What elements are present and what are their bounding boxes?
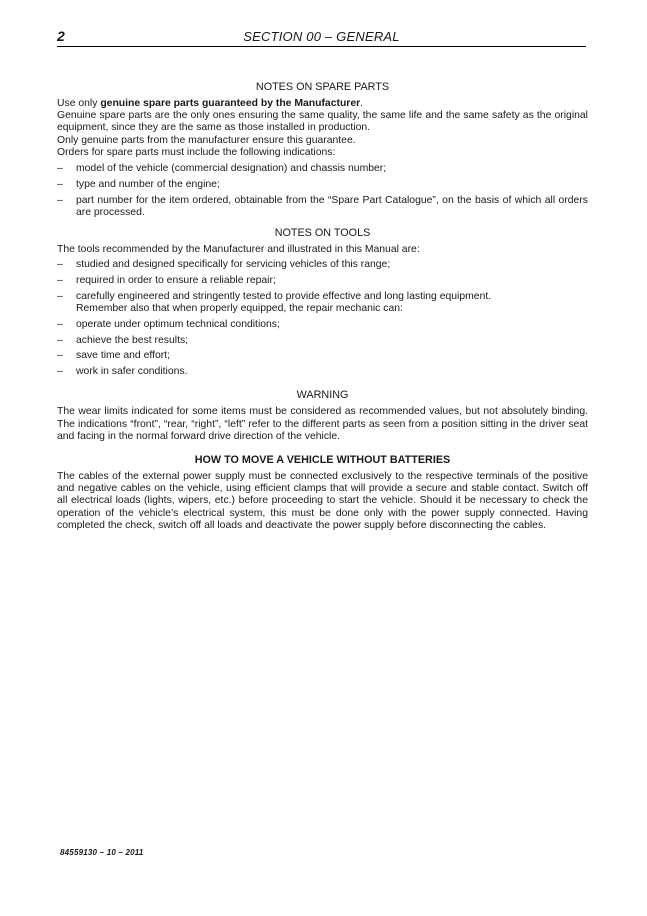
bullet-dash: – [57,178,63,190]
list-item [57,335,588,347]
tools-intro: The tools recommended by the Manufacturer and illustrated in this Manual are: [57,244,420,256]
bullet-dash: – [57,318,63,330]
list-item-text: carefully engineered and stringently tested to provide effective and long lasting equipment. [76,290,492,302]
list-item [57,291,588,315]
page-body [57,81,588,540]
spare-parts-heading: NOTES ON SPARE PARTS [255,81,390,93]
spare-parts-paragraph: Only genuine parts from the manufacturer ensure this guarantee. [57,134,356,146]
spare-parts-intro [57,98,588,110]
spare-parts-paragraph: Genuine spare parts are the only ones ensuring the same quality, the same life and the same safety as the original equipment, since they are the same as those installed in production. [57,110,588,134]
section-title: SECTION 00 – GENERAL [243,29,400,44]
list-item-text: achieve the best results; [76,334,189,346]
bullet-dash: – [57,366,63,378]
list-item [57,163,588,175]
warning-heading: WARNING [296,389,349,402]
page-header [57,28,586,48]
intro-prefix: Use only [57,98,101,109]
list-item [57,195,588,219]
section-batteries [57,454,588,532]
section-tools [57,227,588,378]
list-item-text: part number for the item ordered, obtainable from the “Spare Part Catalogue”, on the basis of which all orders are processed. [76,194,588,218]
list-item-text: model of the vehicle (commercial designation) and chassis number; [76,163,387,175]
spare-parts-list [57,163,588,219]
bullet-dash: – [57,163,63,175]
section-spare-parts [57,81,588,219]
batteries-heading: HOW TO MOVE A VEHICLE WITHOUT BATTERIES [194,454,451,467]
list-item [57,179,588,191]
batteries-text: The cables of the external power supply must be connected exclusively to the respective terminals of the positive and negative cables on the vehicle, using efficient clamps that will provide a secure and stable contact. Switch off all electrical loads (lights, wipers, etc.) before proceeding to start the vehicle. Should it be necessary to check the operation of the vehicle’s electrical system, this must be done only with the power supply connected. Having completed the check, switch off all loads and deactivate the power supply before disconnecting the cables. [57,471,588,531]
list-item-text: work in safer conditions. [76,366,188,378]
list-item [57,319,588,331]
intro-suffix: . [360,98,364,109]
bullet-dash: – [57,275,63,287]
list-item [57,275,588,287]
list-item [57,366,588,378]
tools-heading: NOTES ON TOOLS [274,227,371,240]
warning-text: The wear limits indicated for some items must be considered as recommended values, but not absolutely binding. The indications “front”, “rear, “right”, “left” refer to the different parts as seen from a position sitting in the driver seat and facing in the normal forward drive direction of the vehicle. [57,406,588,442]
section-warning [57,389,588,443]
bullet-dash: – [57,194,63,206]
list-item [57,259,588,271]
bullet-dash: – [57,290,63,302]
bullet-dash: – [57,350,63,362]
tools-remember: Remember also that when properly equipped, the repair mechanic can: [76,303,403,315]
bullet-dash: – [57,259,63,271]
list-item-text: save time and effort; [76,350,170,362]
document-code: 84559130 – 10 – 2011 [60,848,144,857]
list-item-text: operate under optimum technical conditions; [76,318,280,330]
spare-parts-paragraph: Orders for spare parts must include the following indications: [57,146,336,158]
header-divider [57,46,586,47]
list-item-text: studied and designed specifically for servicing vehicles of this range; [76,259,391,271]
list-item-text: required in order to ensure a reliable repair; [76,275,276,287]
list-item-text: type and number of the engine; [76,178,220,190]
intro-bold: genuine spare parts guaranteed by the Manufacturer [100,98,361,109]
bullet-dash: – [57,334,63,346]
list-item [57,350,588,362]
page-number: 2 [57,28,65,44]
tools-list [57,259,588,378]
